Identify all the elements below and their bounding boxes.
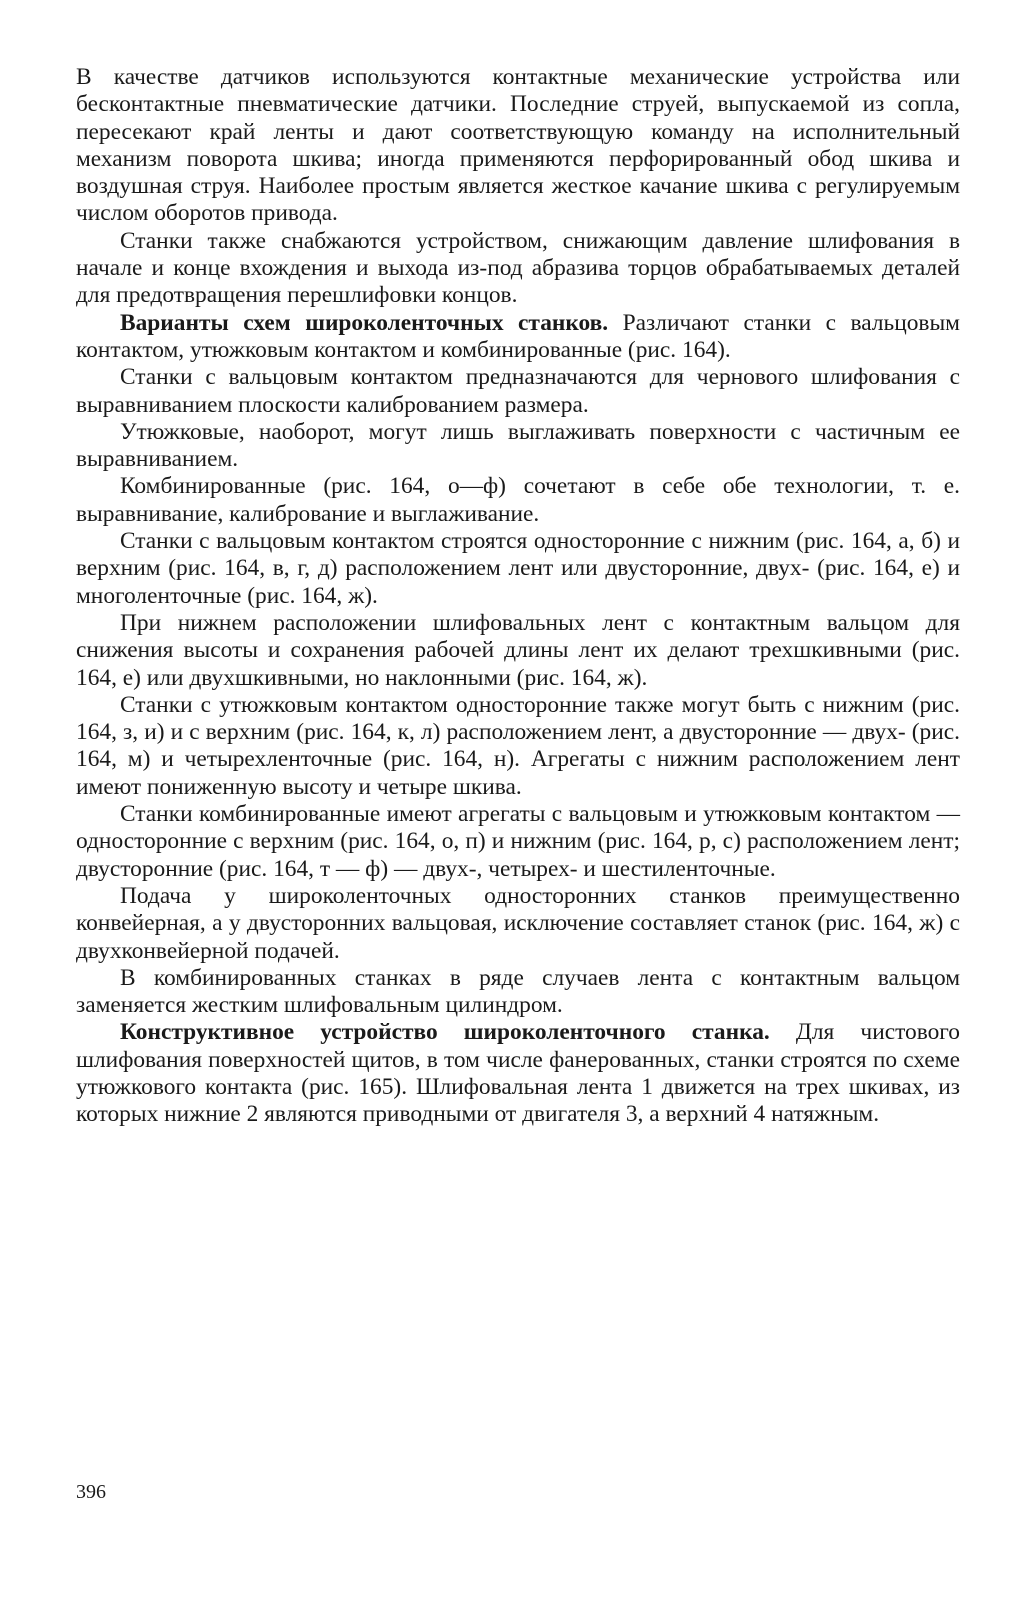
paragraph-cylinder: В комбинированных станках в ряде случаев лента с контактным вальцом заменяется жестким шлифовальным цилиндром. [76,964,960,1019]
section-heading-construction: Конструктивное устройство широколенточного станка. [120,1019,770,1046]
page-number: 396 [76,1481,106,1503]
paragraph-roller-layouts: Станки с вальцовым контактом строятся односторонние с нижним (рис. 164, а, б) и верхним (рис. 164, в, г, д) расположением лент или двусторонние, двух- (рис. 164, е) и многоленточные (рис. 164, ж). [76,528,960,609]
paragraph-variants: Варианты схем широколенточных станков. Различают станки с вальцовым контактом, утюжковым контактом и комбинированные (рис. 164). [76,309,960,363]
page-body [76,64,960,1129]
paragraph-combined: Комбинированные (рис. 164, о—ф) сочетают в себе обе технологии, т. е. выравнивание, калибрование и выглаживание. [76,473,960,527]
paragraph-sensors: В качестве датчиков используются контактные механические устройства или бесконтактные пневматические датчики. Последние струей, выпускаемой из сопла, пересекают край ленты и дают соответствующую команду на исполнительный механизм поворота шкива; иногда применяются перфорированный обод шкива и воздушная струя. Наиболее простым является жесткое качание шкива с регулируемым числом оборотов привода. [76,64,960,227]
paragraph-iron-contact: Утюжковые, наоборот, могут лишь выглаживать поверхности с частичным ее выравниванием. [76,418,960,473]
paragraph-roller-contact: Станки с вальцовым контактом предназначаются для чернового шлифования с выравниванием плоскости калиброванием размера. [76,364,960,418]
paragraph-lower-belts: При нижнем расположении шлифовальных лент с контактным вальцом для снижения высоты и сохранения рабочей длины лент их делают трехшкивными (рис. 164, е) или двухшкивными, но наклонными (рис. 164, ж). [76,609,960,691]
paragraph-construction: Конструктивное устройство широколенточного станка. Для чистового шлифования поверхностей щитов, в том числе фанерованных, станки строятся по схеме утюжкового контакта (рис. 165). Шлифовальная лента 1 движется на трех шкивах, из которых нижние 2 являются приводными от двигателя 3, а верхний 4 натяжным. [76,1019,960,1128]
paragraph-iron-layouts: Станки с утюжковым контактом односторонние также могут быть с нижним (рис. 164, з, и) и с верхним (рис. 164, к, л) расположением лент, а двусторонние — двух- (рис. 164, м) и четырехленточные (рис. 164, н). Агрегаты с нижним расположением лент имеют пониженную высоту и четыре шкива. [76,691,960,800]
section-heading-variants: Варианты схем широколенточных станков. [120,309,609,336]
paragraph-feed: Подача у широколенточных односторонних станков преимущественно конвейерная, а у двусторонних вальцовая, исключение составляет станок (рис. 164, ж) с двухконвейерной подачей. [76,882,960,964]
paragraph-pressure-device: Станки также снабжаются устройством, снижающим давление шлифования в начале и конце вхождения и выхода из-под абразива торцов обрабатываемых деталей для предотвращения перешлифовки концов. [76,227,960,309]
paragraph-combined-layouts: Станки комбинированные имеют агрегаты с вальцовым и утюжковым контактом — односторонние с верхним (рис. 164, о, п) и нижним (рис. 164, р, с) расположением лент; двусторонние (рис. 164, т — ф) — двух-, четырех- и шестиленточные. [76,801,960,882]
